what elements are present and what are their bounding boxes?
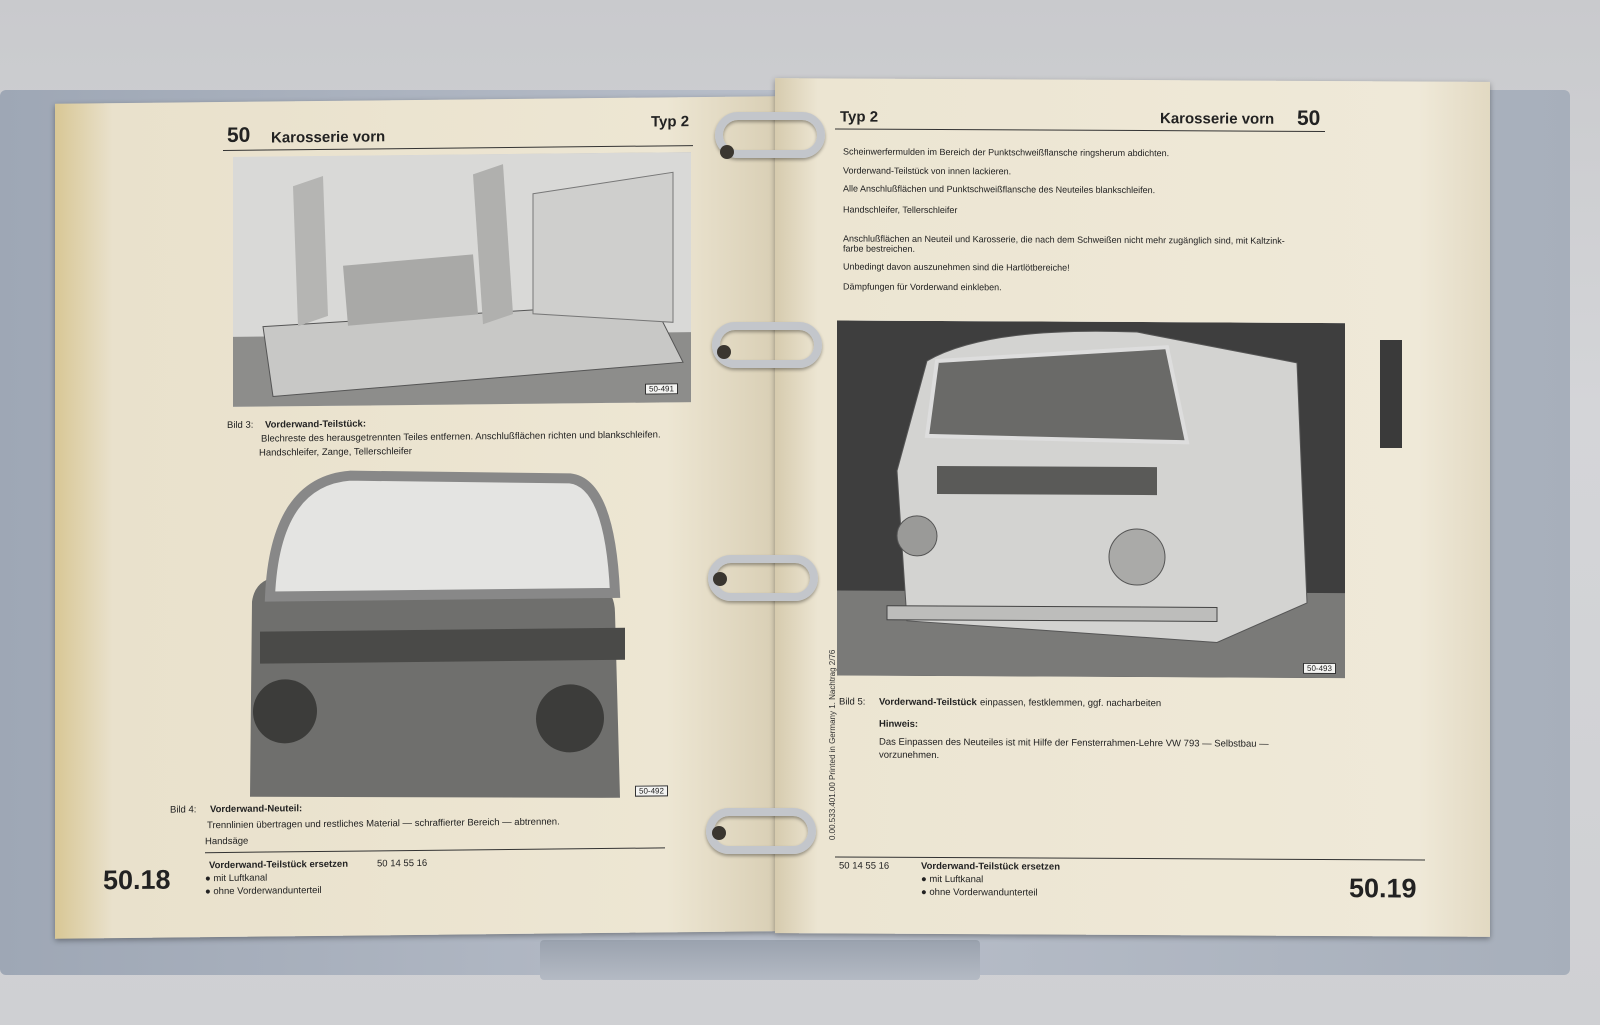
figure-3-line2: Handschleifer, Zange, Tellerschleifer bbox=[259, 446, 412, 459]
page-number: 50.18 bbox=[103, 864, 171, 896]
section-title: Karosserie vorn bbox=[271, 128, 386, 147]
figure-5-title: Vorderwand-Teilstück bbox=[879, 696, 977, 709]
footer-item: ● ohne Vorderwandunterteil bbox=[921, 886, 1038, 899]
vw-bus-photo bbox=[837, 320, 1345, 678]
section-number: 50 bbox=[227, 123, 251, 147]
figure-5-photo bbox=[837, 320, 1345, 678]
type-label: Typ 2 bbox=[840, 108, 879, 126]
hinweis-line-2: vorzunehmen. bbox=[879, 749, 940, 761]
paragraph-1: Scheinwerfermulden im Bereich der Punktschweißflansche ringsherum abdichten. bbox=[843, 146, 1170, 159]
figure-3-ref: 50-491 bbox=[645, 383, 678, 394]
punch-hole bbox=[712, 826, 726, 840]
section-title: Karosserie vorn bbox=[1160, 110, 1275, 128]
van-body-front-photo bbox=[233, 152, 691, 407]
left-page bbox=[55, 96, 775, 939]
type-label: Typ 2 bbox=[651, 113, 690, 131]
paragraph-5b: farbe bestreichen. bbox=[843, 243, 916, 254]
header-rule bbox=[835, 128, 1325, 132]
binder-spine bbox=[540, 940, 980, 980]
side-print-note: 0.00.533.401.00 Printed in Germany 1. Nachtrag 2/76 bbox=[828, 649, 837, 840]
footer-code: 50 14 55 16 bbox=[377, 857, 428, 870]
page-number: 50.19 bbox=[1349, 873, 1417, 904]
figure-3-line1: Blechreste des herausgetrennten Teiles entfernen. Anschlußflächen richten und blankschleifen. bbox=[261, 429, 661, 445]
figure-4-label: Bild 4: bbox=[170, 804, 197, 816]
right-page bbox=[775, 78, 1490, 937]
punch-hole bbox=[713, 572, 727, 586]
figure-3-title: Vorderwand-Teilstück: bbox=[265, 418, 366, 431]
hinweis-label: Hinweis: bbox=[879, 718, 919, 730]
footer-code: 50 14 55 16 bbox=[839, 860, 890, 872]
paragraph-4: Handschleifer, Tellerschleifer bbox=[843, 204, 958, 216]
footer-rule bbox=[205, 847, 665, 853]
binder-ring[interactable] bbox=[712, 322, 822, 368]
paragraph-3: Alle Anschlußflächen und Punktschweißflansche des Neuteiles blankschleifen. bbox=[843, 183, 1156, 196]
footer-title: Vorderwand-Teilstück ersetzen bbox=[209, 858, 349, 872]
paragraph-5a: Anschlußflächen an Neuteil und Karosserie, die nach dem Schweißen nicht mehr zugänglich sind, mit Kaltzink- bbox=[843, 233, 1285, 246]
figure-5-label: Bild 5: bbox=[839, 696, 866, 708]
footer-title: Vorderwand-Teilstück ersetzen bbox=[921, 860, 1061, 873]
figure-5-ref: 50-493 bbox=[1303, 663, 1336, 674]
figure-4-line1: Trennlinien übertragen und restliches Material — schraffierter Bereich — abtrennen. bbox=[207, 816, 560, 832]
figure-4-ref: 50-492 bbox=[635, 785, 668, 796]
punch-hole bbox=[720, 145, 734, 159]
index-tab bbox=[1380, 340, 1402, 448]
hinweis-line-1: Das Einpassen des Neuteiles ist mit Hilfe der Fensterrahmen-Lehre VW 793 — Selbstbau — bbox=[879, 736, 1269, 750]
paragraph-2: Vorderwand-Teilstück von innen lackieren. bbox=[843, 165, 1012, 177]
figure-5-caption: einpassen, festklemmen, ggf. nacharbeiten bbox=[980, 697, 1162, 710]
figure-4-photo bbox=[220, 463, 640, 802]
footer-item-1: mit Luftkanal bbox=[929, 873, 984, 886]
footer-item-2: ohne Vorderwandunterteil bbox=[929, 886, 1038, 899]
footer-item: ● mit Luftkanal bbox=[921, 873, 984, 886]
figure-4-line2: Handsäge bbox=[205, 835, 249, 848]
figure-3-label: Bild 3: bbox=[227, 419, 254, 431]
footer-item-1: mit Luftkanal bbox=[213, 872, 268, 885]
footer-item: ● mit Luftkanal bbox=[205, 872, 268, 885]
footer-item: ● ohne Vorderwandunterteil bbox=[205, 884, 322, 898]
punch-hole bbox=[717, 345, 731, 359]
figure-4-title: Vorderwand-Neuteil: bbox=[210, 803, 303, 816]
figure-3-photo bbox=[233, 152, 691, 407]
paragraph-7: Dämpfungen für Vorderwand einkleben. bbox=[843, 281, 1002, 293]
paragraph-6: Unbedingt davon auszunehmen sind die Hartlötbereiche! bbox=[843, 261, 1070, 273]
front-panel-photo bbox=[220, 463, 640, 802]
footer-item-2: ohne Vorderwandunterteil bbox=[213, 884, 322, 898]
section-number: 50 bbox=[1297, 106, 1321, 130]
